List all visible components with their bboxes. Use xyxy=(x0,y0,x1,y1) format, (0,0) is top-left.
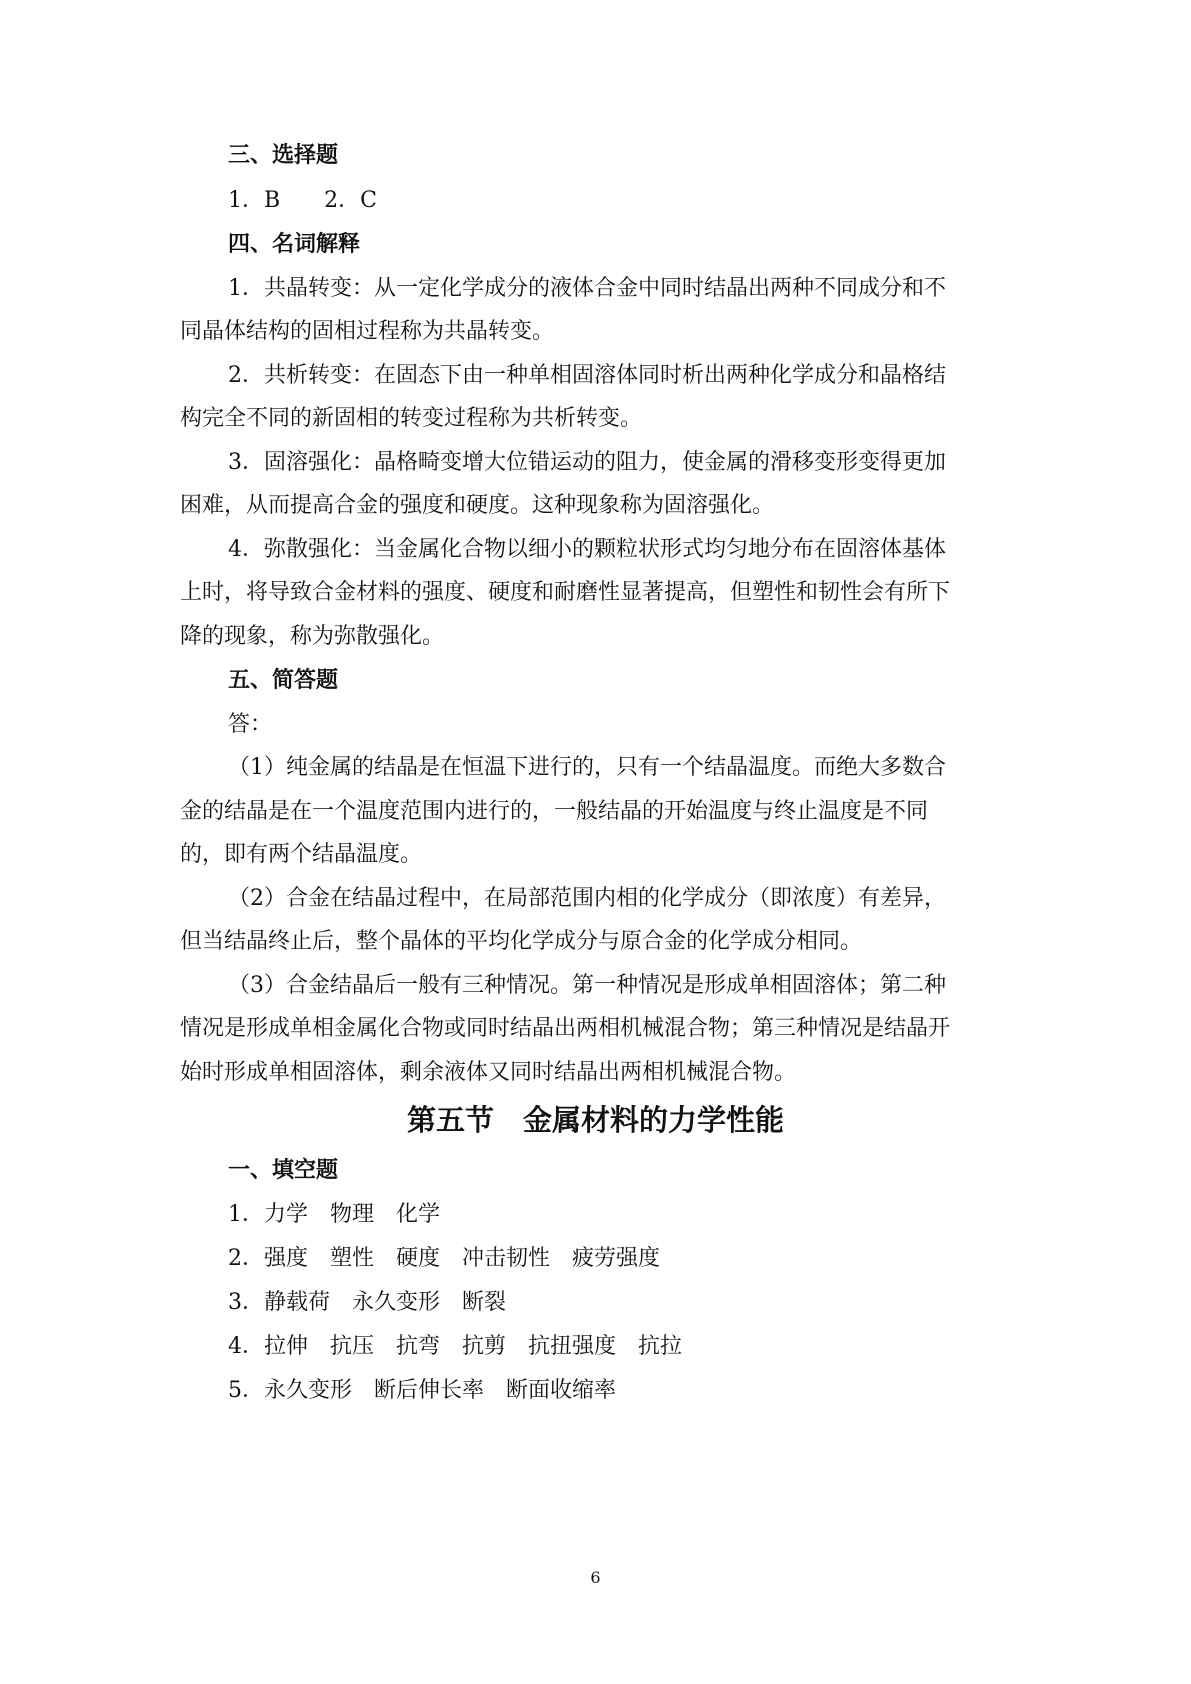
term-2-line-2: 构完全不同的新固相的转变过程称为共析转变。 xyxy=(180,406,643,431)
term-4-line-2: 上时，将导致合金材料的强度、硬度和耐磨性显著提高，但塑性和韧性会有所下 xyxy=(180,580,951,605)
answer-1-line-2: 金的结晶是在一个温度范围内进行的，一般结晶的开始温度与终止温度是不同 xyxy=(180,799,929,824)
answer-3-line-1: （3）合金结晶后一般有三种情况。第一种情况是形成单相固溶体；第二种 xyxy=(228,973,946,998)
section-heading-terms: 四、名词解释 xyxy=(228,232,361,257)
term-2-line-1: 2．共析转变：在固态下由一种单相固溶体同时析出两种化学成分和晶格结 xyxy=(228,363,946,388)
choice-answers: 1．B 2．C xyxy=(228,188,377,213)
answer-label: 答： xyxy=(228,712,273,737)
term-4-line-3: 降的现象，称为弥散强化。 xyxy=(180,624,445,649)
answer-2-line-1: （2）合金在结晶过程中，在局部范围内相的化学成分（即浓度）有差异， xyxy=(228,886,946,911)
fill-item-3: 3．静载荷 永久变形 断裂 xyxy=(228,1290,506,1315)
term-1-line-2: 同晶体结构的固相过程称为共晶转变。 xyxy=(180,319,555,344)
term-1-line-1: 1．共晶转变：从一定化学成分的液体合金中同时结晶出两种不同成分和不 xyxy=(228,276,946,301)
answer-3-line-3: 始时形成单相固溶体，剩余液体又同时结晶出两相机械混合物。 xyxy=(180,1060,797,1085)
fill-item-4: 4．拉伸 抗压 抗弯 抗剪 抗扭强度 抗拉 xyxy=(228,1334,682,1359)
fill-item-1: 1．力学 物理 化学 xyxy=(228,1202,440,1227)
section-title: 第五节 金属材料的力学性能 xyxy=(406,1103,784,1137)
answer-2-line-2: 但当结晶终止后，整个晶体的平均化学成分与原合金的化学成分相同。 xyxy=(180,929,863,954)
section-heading-short-answer: 五、简答题 xyxy=(228,668,339,693)
term-3-line-2: 困难，从而提高合金的强度和硬度。这种现象称为固溶强化。 xyxy=(180,493,775,518)
fill-item-2: 2．强度 塑性 硬度 冲击韧性 疲劳强度 xyxy=(228,1246,660,1271)
answer-1-line-1: （1）纯金属的结晶是在恒温下进行的，只有一个结晶温度。而绝大多数合 xyxy=(228,755,946,780)
term-3-line-1: 3．固溶强化：晶格畸变增大位错运动的阻力，使金属的滑移变形变得更加 xyxy=(228,450,946,475)
answer-1-line-3: 的，即有两个结晶温度。 xyxy=(180,842,423,867)
answer-3-line-2: 情况是形成单相金属化合物或同时结晶出两相机械混合物；第三种情况是结晶开 xyxy=(180,1016,951,1041)
section-heading-fill-blank: 一、填空题 xyxy=(228,1158,339,1183)
term-4-line-1: 4．弥散强化：当金属化合物以细小的颗粒状形式均匀地分布在固溶体基体 xyxy=(228,537,946,562)
page-number: 6 xyxy=(590,1568,601,1587)
section-heading-choice: 三、选择题 xyxy=(228,143,339,168)
fill-item-5: 5．永久变形 断后伸长率 断面收缩率 xyxy=(228,1378,616,1403)
